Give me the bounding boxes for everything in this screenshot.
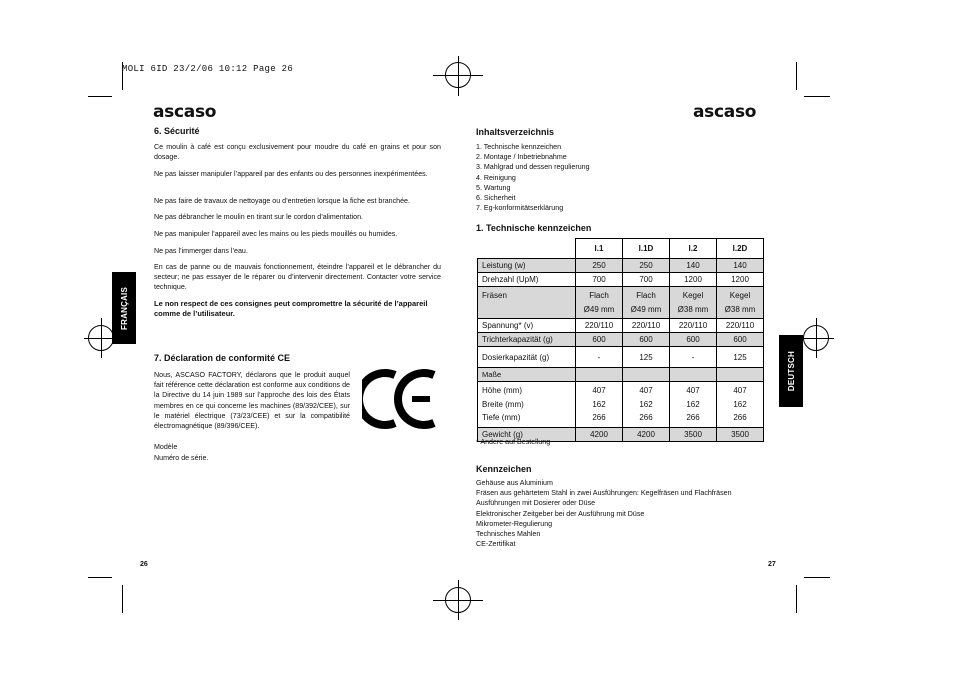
toc-item: 7. Eg-konformitätserklärung	[476, 204, 564, 213]
section6-paragraph: Ne pas l’immerger dans l’eau.	[154, 247, 248, 255]
spec-title: 1. Technische kennzeichen	[476, 223, 592, 233]
section7-title: 7. Déclaration de conformité CE	[154, 353, 291, 363]
section6-paragraph: En cas de panne ou de mauvais fonctionnement, éteindre l’appareil et le débrancher du secteur; ne pas essayer de le réparer ou d’intervenir directement. Contacter votre service technique.	[154, 263, 441, 292]
table-row: Leistung (w) 250 250 140 140	[478, 259, 764, 273]
table-of-contents	[476, 142, 590, 213]
brand-logo-left: ascaso	[153, 102, 217, 122]
serial-number-label: Numéro de série.	[154, 454, 209, 462]
page-number-left: 26	[140, 561, 148, 568]
toc-item: 2. Montage / Inbetriebnahme	[476, 153, 567, 162]
section7-text: Nous, ASCASO FACTORY, déclarons que le produit auquel fait référence cette déclaration est conforme aux conditions de la Directive du 14 juin 1989 sur l’approche des lois des États membres en ce qui concerne les machines (89/392/CEE), sur le matériel électrique (73/23/CEE) et sur la compatibilité électromagnétique (89/396/CEE).	[154, 371, 350, 431]
table-row: Dosierkapazität (g) - 125 - 125	[478, 347, 764, 368]
toc-title: Inhaltsverzeichnis	[476, 127, 555, 137]
list-item: Technisches Mahlen	[476, 530, 541, 539]
toc-item: 6. Sicherheit	[476, 194, 516, 203]
model-header: I.1	[576, 239, 623, 259]
table-row: Drehzahl (UpM) 700 700 1200 1200	[478, 273, 764, 287]
print-slug: MOLI 6ID 23/2/06 10:12 Page 26	[122, 64, 294, 74]
section6-warning: Le non respect de ces consignes peut compromettre la sécurité de l’appareil comme de l’utilisateur.	[154, 299, 428, 319]
table-row: Maße	[478, 368, 764, 382]
list-item: Mikrometer-Regulierung	[476, 519, 553, 528]
spec-table	[477, 238, 764, 442]
kennzeichen-title: Kennzeichen	[476, 464, 532, 474]
modele-label: Modèle	[154, 443, 178, 451]
kennzeichen-list	[476, 478, 732, 549]
language-tab-deutsch: DEUTSCH	[779, 335, 803, 407]
table-footnote: * Andere auf Bestellung	[476, 438, 551, 446]
toc-item: 5. Wartung	[476, 183, 511, 192]
section6-title: 6. Sécurité	[154, 126, 200, 136]
list-item: Ausführungen mit Dosierer oder Düse	[476, 499, 596, 508]
list-item: Fräsen aus gehärtetem Stahl in zwei Ausführungen: Kegelfräsen und Flachfräsen	[476, 489, 732, 498]
brand-logo-right: ascaso	[693, 102, 757, 122]
table-row: Trichterkapazität (g) 600 600 600 600	[478, 333, 764, 347]
toc-item: 1. Technische kennzeichen	[476, 143, 562, 151]
section6-paragraph: Ce moulin à café est conçu exclusivement pour moudre du café en grains et pour son dosage.	[154, 143, 441, 162]
table-row: Höhe (mm) Breite (mm) Tiefe (mm) 407 162 266 407 162 266 407 162 266 407 162 266	[478, 382, 764, 428]
model-header: I.1D	[623, 239, 670, 259]
section6-paragraph: Ne pas débrancher le moulin en tirant sur le cordon d’alimentation.	[154, 213, 363, 221]
section6-paragraph: Ne pas laisser manipuler l’appareil par des enfants ou des personnes inexpérimentées.	[154, 170, 428, 178]
model-header: I.2	[670, 239, 717, 259]
list-item: CE-Zertifikat	[476, 540, 516, 549]
page-number-right: 27	[768, 561, 776, 568]
table-row: Gewicht (g) 4200 4200 3500 3500	[478, 427, 764, 441]
section6-paragraph: Ne pas faire de travaux de nettoyage ou d’entretien lorsque la fiche est branchée.	[154, 197, 410, 205]
language-tab-francais: FRANÇAIS	[112, 272, 136, 344]
model-header: I.2D	[717, 239, 764, 259]
table-header-row	[478, 239, 764, 259]
toc-item: 3. Mahlgrad und dessen regulierung	[476, 163, 590, 172]
toc-item: 4. Reinigung	[476, 173, 516, 182]
ce-mark-icon	[362, 365, 442, 433]
table-row: Spannung* (v) 220/110 220/110 220/110 220/110	[478, 319, 764, 333]
table-row: Fräsen Flach Ø49 mm Flach Ø49 mm Kegel Ø38 mm Kegel Ø38 mm	[478, 287, 764, 319]
section6-paragraph: Ne pas manipuler l’appareil avec les mains ou les pieds mouillés ou humides.	[154, 230, 398, 238]
list-item: Gehäuse aus Aluminium	[476, 479, 553, 487]
list-item: Elektronischer Zeitgeber bei der Ausführung mit Düse	[476, 509, 645, 518]
